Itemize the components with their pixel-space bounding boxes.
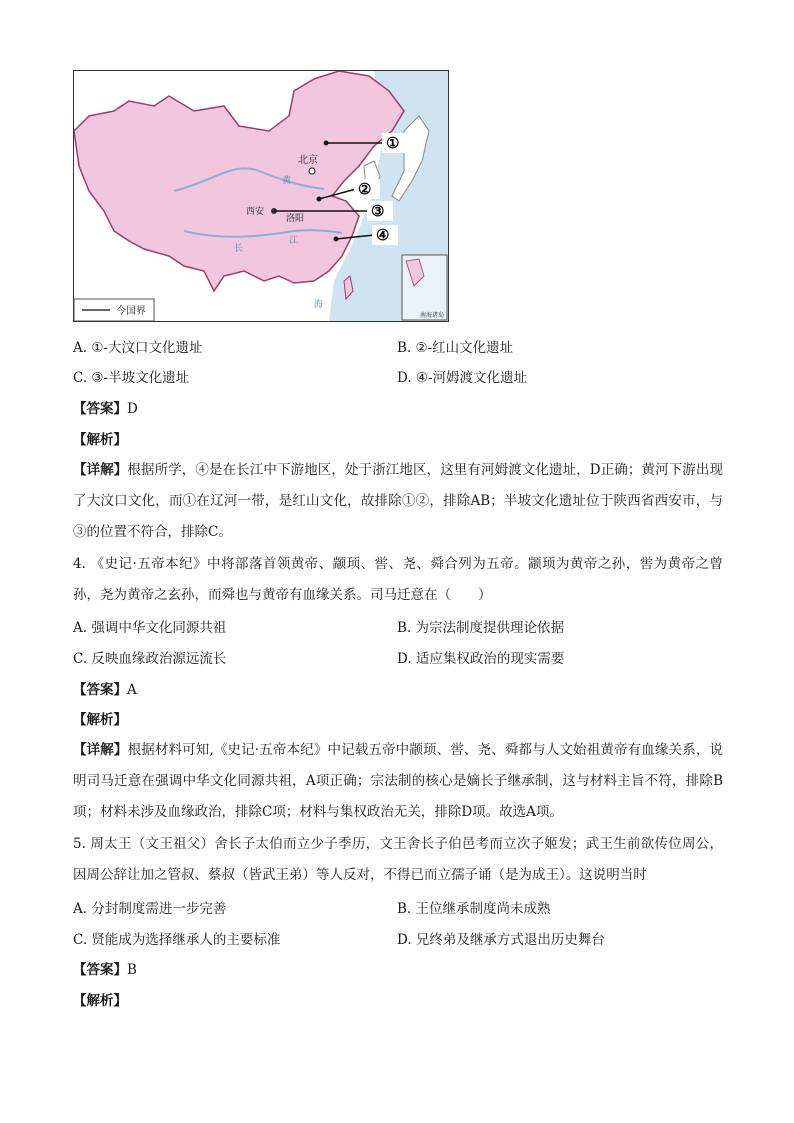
q4-stem: 4. 《史记·五帝本纪》中将部落首领黄帝、颛顼、喾、尧、舜合列为五帝。颛顼为黄帝之孙，喾为黄帝之曾孙，尧为黄帝之玄孙，而舜也与黄帝有血缘关系。司马迁意在（ ） [73, 556, 723, 603]
beijing-label: 北京 [298, 155, 318, 166]
q5-option-b: B. 王位继承制度尚未成熟 [397, 901, 551, 917]
detail-label: 【详解】 [73, 742, 128, 758]
china-map-figure [73, 70, 449, 322]
q5-option-a: A. 分封制度需进一步完善 [73, 901, 227, 917]
answer-value: B [127, 962, 137, 978]
q5-option-d: D. 兄终弟及继承方式退出历史舞台 [397, 932, 605, 948]
chang-label: 长 [234, 244, 244, 254]
q5-option-c: C. 贤能成为选择继承人的主要标准 [73, 932, 281, 948]
q5-stem: 5. 周太王（文王祖父）舍长子太伯而立少子季历，文王舍长子伯邑考而立次子姬发；武王生前欲传位周公，因周公辞让加之管叔、蔡叔（皆武王弟）等人反对，不得已而立孺子诵（是为成王）。这说明当时 [73, 836, 723, 883]
q3-analysis-heading [73, 430, 127, 450]
answer-label: 【答案】 [73, 682, 127, 698]
q4-detail [73, 735, 723, 828]
beijing-dot [309, 168, 315, 174]
q4-option-d: D. 适应集权政治的现实需要 [397, 651, 565, 667]
marker-4: ④ [376, 226, 390, 244]
xian-label: 西安 [246, 207, 265, 217]
q3-option-b: B. ②-红山文化遗址 [397, 340, 514, 356]
q3-answer [73, 399, 138, 419]
luoyang-label: 洛阳 [286, 214, 305, 224]
answer-label: 【答案】 [73, 962, 127, 978]
inset-label: 南海诸岛 [420, 312, 445, 319]
analysis-label: 【解析】 [73, 712, 127, 728]
marker-1: ① [386, 134, 400, 152]
q4-answer [73, 680, 137, 700]
q4-option-b: B. 为宗法制度提供理论依据 [397, 620, 565, 636]
q5-answer [73, 960, 137, 980]
huang-label: 黄 [282, 176, 292, 186]
q3-option-a: A. ①-大汶口文化遗址 [73, 340, 203, 356]
q4-option-c: C. 反映血缘政治源远流长 [73, 651, 227, 667]
q4-option-a: A. 强调中华文化同源共祖 [73, 620, 227, 636]
jiang-label: 江 [289, 236, 299, 246]
analysis-label: 【解析】 [73, 432, 127, 448]
q5-analysis-heading [73, 991, 127, 1011]
detail-label: 【详解】 [73, 462, 128, 478]
marker-2: ② [358, 180, 372, 198]
answer-value: A [127, 682, 137, 698]
analysis-label: 【解析】 [73, 993, 127, 1009]
detail-text: 根据材料可知,《史记·五帝本纪》中记载五帝中颛顼、喾、尧、舜都与人文始祖黄帝有血缘关系，说明司马迁意在强调中华文化同源共祖，A项正确；宗法制的核心是嫡长子继承制，这与材料主旨不符，排除B项；材料未涉及血缘政治，排除C项；材料与集权政治无关，排除D项。故选A项。 [73, 742, 723, 820]
q3-detail [73, 455, 723, 548]
detail-text: 根据所学，④是在长江中下游地区，处于浙江地区，这里有河姆渡文化遗址，D正确；黄河下游出现了大汶口文化，而①在辽河一带，是红山文化，故排除①②，排除AB；半坡文化遗址位于陕西省西安市，与③的位置不符合，排除C。 [73, 462, 724, 540]
china-map [74, 71, 448, 321]
q3-option-c: C. ③-半坡文化遗址 [73, 370, 190, 386]
legend-label: 今国界 [116, 306, 146, 317]
marker-3: ③ [371, 202, 385, 220]
hai-label: 海 [314, 300, 324, 310]
q3-option-d: D. ④-河姆渡文化遗址 [397, 370, 528, 386]
answer-label: 【答案】 [73, 401, 127, 417]
answer-value: D [127, 401, 138, 417]
q4-analysis-heading [73, 710, 127, 730]
